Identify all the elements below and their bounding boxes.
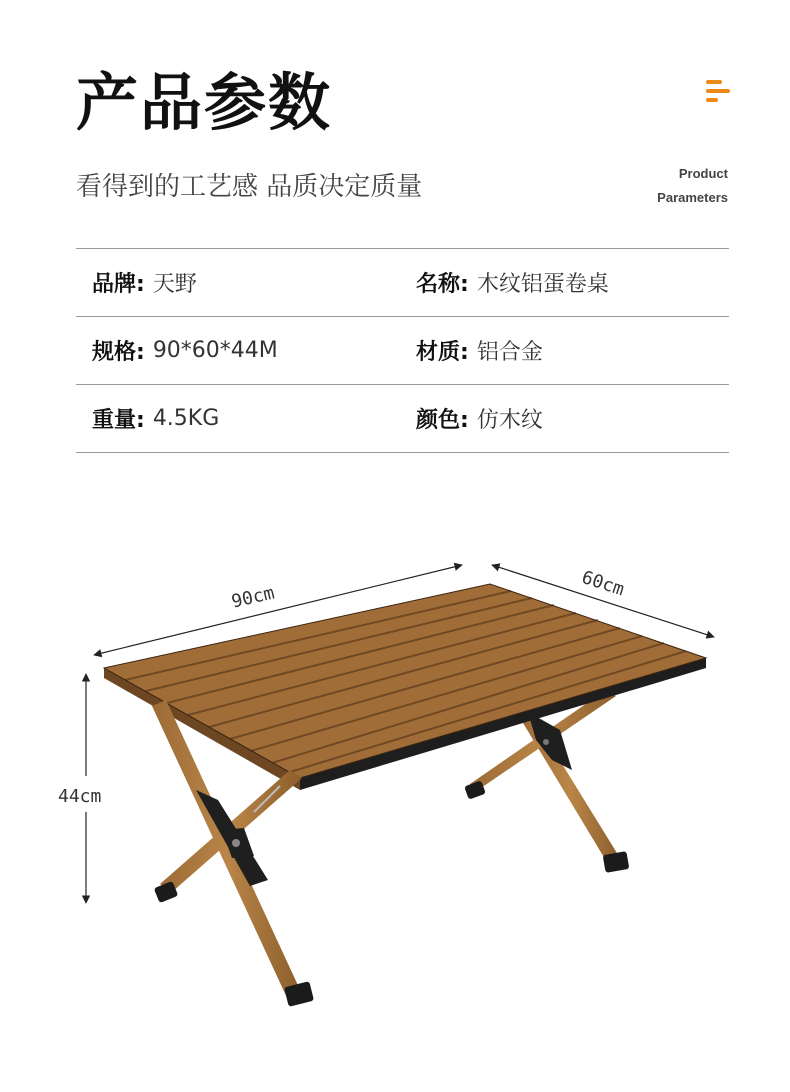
english-heading-line1: Product <box>678 166 728 181</box>
spec-value-color: 仿木纹 <box>476 408 543 433</box>
length-label: 90cm <box>229 582 277 613</box>
spec-key-brand: 品牌: <box>92 272 145 297</box>
width-label: 60cm <box>579 566 627 601</box>
spec-table <box>76 248 729 453</box>
spec-row <box>76 316 729 384</box>
spec-value-size: 90*60*44M <box>152 338 278 363</box>
height-label: 44cm <box>58 786 102 807</box>
spec-key-material: 材质: <box>416 340 469 365</box>
spec-value-material: 铝合金 <box>476 340 543 365</box>
spec-row <box>76 384 729 453</box>
spec-row <box>76 248 729 316</box>
menu-lines-icon <box>706 80 730 102</box>
table-top <box>104 584 706 790</box>
spec-key-color: 颜色: <box>416 408 469 433</box>
table-product-diagram <box>0 540 790 1040</box>
spec-value-weight: 4.5KG <box>152 406 220 431</box>
spec-key-size: 规格: <box>92 340 145 365</box>
english-heading <box>657 162 728 210</box>
spec-key-weight: 重量: <box>92 408 145 433</box>
page-subtitle: 看得到的工艺感 品质决定质量 <box>76 172 423 202</box>
english-heading-line2: Parameters <box>657 190 728 205</box>
spec-value-name: 木纹铝蛋卷桌 <box>476 272 609 297</box>
spec-key-name: 名称: <box>416 272 469 297</box>
page-title: 产品参数 <box>76 66 333 139</box>
spec-value-brand: 天野 <box>152 272 197 297</box>
